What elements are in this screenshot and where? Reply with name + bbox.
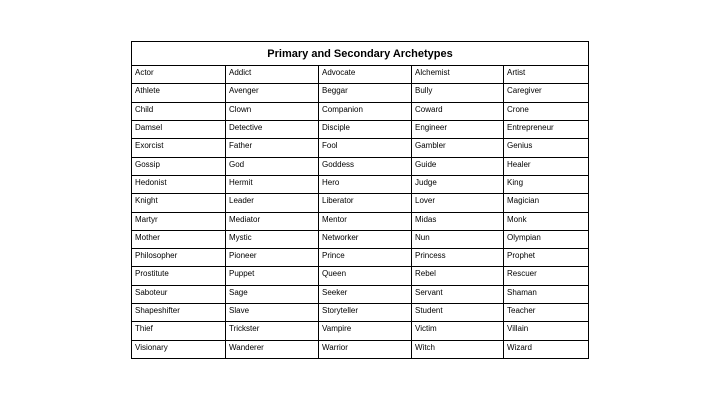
table-cell: Disciple xyxy=(319,120,412,138)
archetypes-table xyxy=(131,41,589,359)
table-cell: Servant xyxy=(412,285,504,303)
table-cell: Trickster xyxy=(226,322,319,340)
table-cell: Networker xyxy=(319,230,412,248)
table-row xyxy=(132,175,589,193)
table-cell: Coward xyxy=(412,102,504,120)
table-cell: Gambler xyxy=(412,139,504,157)
table-cell: Father xyxy=(226,139,319,157)
table-cell: Villain xyxy=(504,322,589,340)
table-cell: Exorcist xyxy=(132,139,226,157)
table-cell: Crone xyxy=(504,102,589,120)
table-cell: Companion xyxy=(319,102,412,120)
table-cell: Philosopher xyxy=(132,249,226,267)
table-cell: Thief xyxy=(132,322,226,340)
table-cell: Avenger xyxy=(226,84,319,102)
table-cell: Storyteller xyxy=(319,304,412,322)
table-cell: Princess xyxy=(412,249,504,267)
table-cell: Child xyxy=(132,102,226,120)
table-cell: Visionary xyxy=(132,340,226,358)
table-cell: Puppet xyxy=(226,267,319,285)
table-cell: Prince xyxy=(319,249,412,267)
table-cell: Mediator xyxy=(226,212,319,230)
table-cell: Detective xyxy=(226,120,319,138)
table-cell: Athlete xyxy=(132,84,226,102)
table-cell: Gossip xyxy=(132,157,226,175)
table-cell: Alchemist xyxy=(412,66,504,84)
table-row xyxy=(132,139,589,157)
table-title: Primary and Secondary Archetypes xyxy=(132,42,589,66)
table-cell: Rescuer xyxy=(504,267,589,285)
table-cell: Prophet xyxy=(504,249,589,267)
table-row xyxy=(132,84,589,102)
table-row xyxy=(132,157,589,175)
table-cell: Magician xyxy=(504,194,589,212)
table-cell: Damsel xyxy=(132,120,226,138)
table-cell: Goddess xyxy=(319,157,412,175)
table-cell: Seeker xyxy=(319,285,412,303)
table-cell: Shaman xyxy=(504,285,589,303)
table-cell: Knight xyxy=(132,194,226,212)
table-cell: Clown xyxy=(226,102,319,120)
table-cell: Engineer xyxy=(412,120,504,138)
table-cell: Midas xyxy=(412,212,504,230)
table-cell: Lover xyxy=(412,194,504,212)
title-row xyxy=(132,42,589,66)
table-cell: Wanderer xyxy=(226,340,319,358)
table-cell: Beggar xyxy=(319,84,412,102)
table-cell: Bully xyxy=(412,84,504,102)
table-cell: Prostitute xyxy=(132,267,226,285)
table-cell: Rebel xyxy=(412,267,504,285)
table-cell: Teacher xyxy=(504,304,589,322)
table-cell: Hero xyxy=(319,175,412,193)
table-cell: Entrepreneur xyxy=(504,120,589,138)
table-row xyxy=(132,102,589,120)
table-cell: Mystic xyxy=(226,230,319,248)
table-row xyxy=(132,285,589,303)
table-cell: Genius xyxy=(504,139,589,157)
table-row xyxy=(132,340,589,358)
table-cell: Artist xyxy=(504,66,589,84)
table-row xyxy=(132,230,589,248)
table-cell: Sage xyxy=(226,285,319,303)
archetype-table-body xyxy=(132,66,589,359)
table-row xyxy=(132,212,589,230)
table-cell: Advocate xyxy=(319,66,412,84)
table-row xyxy=(132,249,589,267)
table-cell: Student xyxy=(412,304,504,322)
table-cell: Slave xyxy=(226,304,319,322)
table-cell: Mother xyxy=(132,230,226,248)
table-cell: Shapeshifter xyxy=(132,304,226,322)
table-cell: Warrior xyxy=(319,340,412,358)
table-cell: Mentor xyxy=(319,212,412,230)
table-cell: Pioneer xyxy=(226,249,319,267)
table-row xyxy=(132,194,589,212)
table-cell: Addict xyxy=(226,66,319,84)
table-cell: Vampire xyxy=(319,322,412,340)
table-cell: Martyr xyxy=(132,212,226,230)
table-head xyxy=(132,42,589,66)
table-cell: Olympian xyxy=(504,230,589,248)
table-row xyxy=(132,304,589,322)
table-cell: Hermit xyxy=(226,175,319,193)
table-cell: Victim xyxy=(412,322,504,340)
table-cell: Witch xyxy=(412,340,504,358)
table-cell: Queen xyxy=(319,267,412,285)
table-cell: Actor xyxy=(132,66,226,84)
table-cell: Caregiver xyxy=(504,84,589,102)
table-row xyxy=(132,267,589,285)
table-cell: Healer xyxy=(504,157,589,175)
table-cell: Liberator xyxy=(319,194,412,212)
table-row xyxy=(132,66,589,84)
table-cell: Saboteur xyxy=(132,285,226,303)
table-row xyxy=(132,120,589,138)
table-cell: Hedonist xyxy=(132,175,226,193)
table-cell: Fool xyxy=(319,139,412,157)
table-row xyxy=(132,322,589,340)
table-cell: Guide xyxy=(412,157,504,175)
table-cell: Wizard xyxy=(504,340,589,358)
table-cell: Judge xyxy=(412,175,504,193)
table-cell: God xyxy=(226,157,319,175)
table-cell: King xyxy=(504,175,589,193)
table-cell: Nun xyxy=(412,230,504,248)
table-cell: Leader xyxy=(226,194,319,212)
table-cell: Monk xyxy=(504,212,589,230)
